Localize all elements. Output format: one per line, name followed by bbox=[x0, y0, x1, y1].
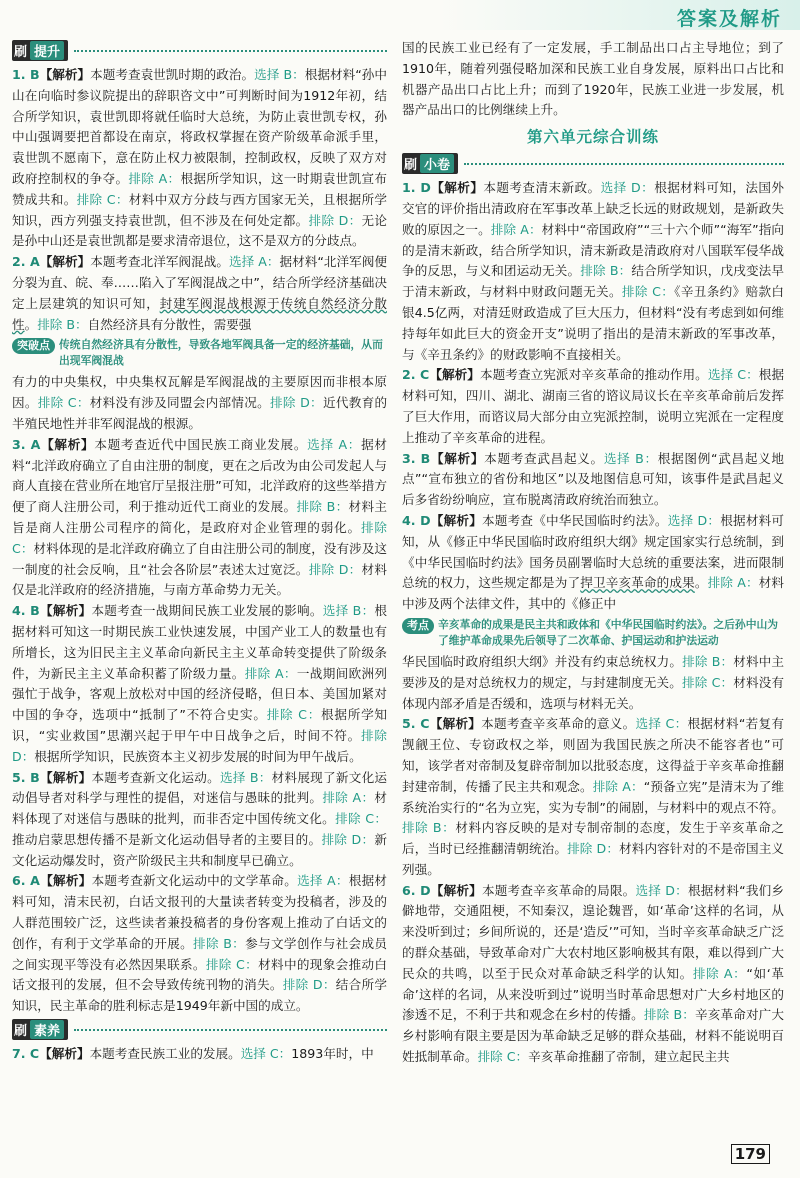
answer-1: 1. B【解析】本题考查袁世凯时期的政治。选择 B：根据材料“孙中山在向临时参议院提出的辞职咨文中”可判断时间为1912年初，结合所学知识，袁世凯即将就任临时大总统，为防止袁世凯专权，孙中山强调要把首都设在南京，将政权掌握在资产阶级革命派手里，袁世凯不愿南下，意在防止权力被限制，控制政权，反映了双方对政府控制权的争夺。排除 A：根据所学知识，这一时期袁世凯宣布赞成共和。排除 C：材料中双方分歧与西方国家无关，且根据所学知识，西方列强支持袁世凯，但不涉及在何处定都。排除 D：无论是孙中山还是袁世凯都是要求清帝退位，这不是双方的分歧点。 bbox=[12, 67, 388, 249]
answer-5: 5. B【解析】本题考查新文化运动。选择 B：材料展现了新文化运动倡导者对科学与理性的提倡，对迷信与愚昧的批判。排除 A：材料体现了对迷信与愚昧的批判，而非否定中国传统文化。排除 C：推动启蒙思想传播不是新文化运动倡导者的主要目的。排除 D：新文化运动爆发时，资产阶级民主共和制度早已确立。 bbox=[12, 769, 388, 868]
unit-answer-1: 1. D【解析】本题考查清末新政。选择 D：根据材料可知，法国外交官的评价指出清政府在军事改革上缺乏长远的财政规划，是新政失败的原因之一。排除 A：材料中“帝国政府”“三十六个师”“海军”指向的是清末新政，结合所学知识，清末新政是清政府对八国联军侵华战争的反思，与义和团运动无关。排除 B：结合所学知识，戊戌变法早于清末新政，与材料中财政问题无关。排除 C：《辛丑条约》赔款白银4.5亿两，对清廷财政造成了巨大压力，但材料“没有考虑到如何维持每年如此巨大的资金开支”说明了指出的是清末新政的军事改革，与《辛丑条约》的财政影响不直接相关。 bbox=[402, 180, 785, 362]
breakthrough-note bbox=[12, 337, 387, 369]
unit-answer-3: 3. B【解析】本题考查武昌起义。选择 B：根据图例“武昌起义地点”“宣布独立的省份和地区”以及地图信息可知，该事件是武昌起义后多省纷纷响应，宣布脱离清政府统治而独立。 bbox=[402, 450, 785, 508]
unit-answer-6: 6. D【解析】本题考查辛亥革命的局限。选择 D：根据材料“我们乡僻地带，交通阻梗，不知秦汉，遑论魏晋，如‘革命’这样的名词，从来没听到过；乡间所说的，还是‘造反’”可知，当时辛亥革命缺乏广泛的群众基础，导致革命对广大农村地区影响极其有限，难以得到广大民众的共鸣，以至于民众对革命缺乏科学的认知。排除 A：“如‘革命’这样的名词，从来没听到过”说明当时革命思想对广大乡村地区的渗透不足，不利于共和观念在乡村的传播。排除 B：辛亥革命对广大乡村影响有限主要是因为革命缺乏足够的群众基础，材料不能说明百姓抵制革命。排除 C：辛亥革命推翻了帝制，建立起民主共 bbox=[402, 882, 785, 1065]
shua-icon: 刷 bbox=[14, 1020, 27, 1039]
dotted-divider bbox=[74, 50, 387, 52]
dotted-divider bbox=[74, 1029, 387, 1031]
breakthrough-badge: 突破点 bbox=[12, 338, 55, 354]
answer-6: 6. A【解析】本题考查新文化运动中的文学革命。选择 A：根据材料可知，清末民初，白话文报刊的大量读者转变为投稿者，涉及的人群范围较广泛，这些读者兼投稿者的身份客观上推动了白话文的创作，有利于文学革命的开展。排除 B：参与文学创作与社会成员之间实现平等没有必然因果联系。排除 C：材料中的现象会推动白话文报刊的发展，但不会导致传统刊物的消失。排除 D：结合所学知识，民主革命的胜利标志是1949年新中国的成立。 bbox=[12, 873, 388, 1014]
key-point-badge: 考点 bbox=[402, 618, 434, 634]
answer-4: 4. B【解析】本题考查一战期间民族工业发展的影响。选择 B：根据材料可知这一时期民族工业快速发展，中国产业工人的数量也有所增长，这为旧民主主义革命向新民主主义革命转变提供了阶级条件，为新民主主义革命积蓄了阶级力量。排除 A：一战期间欧洲列强忙于战争，客观上放松对中国的经济侵略，但日本、美国加紧对中国的争夺，选项中“抵制了”不符合史实。排除 C：根据所学知识，“实业救国”思潮兴起于甲午中日战争之后，时间不符。排除 D：根据所学知识，民族资本主义初步发展的时间为甲午战后。 bbox=[12, 603, 388, 764]
section-label: 小卷 bbox=[420, 154, 454, 173]
breakthrough-text: 传统自然经济具有分散性，导致各地军阀具备一定的经济基础，从而出现军阀混战 bbox=[59, 338, 383, 368]
section-label: 提升 bbox=[30, 41, 64, 60]
unit-answer-2: 2. C【解析】本题考查立宪派对辛亥革命的推动作用。选择 C：根据材料可知，四川、湖北、湖南三省的谘议局议长在辛亥革命前后发挥了巨大作用，而谘议局大部分由立宪派控制，说明立宪派在一定程度上推动了辛亥革命的进程。 bbox=[402, 367, 785, 445]
unit-answer-4-continued: 华民国临时政府组织大纲》并没有约束总统权力。排除 B：材料中主要涉及的是对总统权力的规定，与封建制度无关。排除 C：材料没有体现内部矛盾是否缓和，选项与材料无关。 bbox=[402, 653, 785, 711]
unit-title: 第六单元综合训练 bbox=[526, 128, 659, 147]
shua-icon: 刷 bbox=[404, 154, 417, 173]
right-column bbox=[402, 38, 784, 1068]
answer-7: 7. C【解析】本题考查民族工业的发展。选择 C：1893年时，中 bbox=[12, 1046, 374, 1062]
answer-2: 2. A【解析】本题考查北洋军阀混战。选择 A：据材料“北洋军阀便分裂为直、皖、奉……陷入了军阀混战之中”，结合所学经济基础决定上层建筑的知识可知，封建军阀混战根源于传统自然经济分散性。排除 B：自然经济具有分散性，需要强 bbox=[12, 254, 388, 332]
section-header-suyang bbox=[12, 1019, 387, 1040]
page-number: 179 bbox=[731, 1144, 770, 1164]
left-column bbox=[12, 38, 387, 1065]
key-point-text: 辛亥革命的成果是民主共和政体和《中华民国临时约法》。之后孙中山为了维护革命成果先后领导了二次革命、护国运动和护法运动 bbox=[438, 617, 779, 647]
unit-answer-5: 5. C【解析】本题考查辛亥革命的意义。选择 C：根据材料“若复有觊觎王位、专窃政权之举，则固为我国民族之所决不能容者也”可知，该学者对帝制及复辟帝制加以批驳态度，这得益于辛亥革命推翻封建帝制，传播了民主共和观念。排除 A：“预备立宪”是清末为了维系统治实行的“名为立宪，实为专制”的闹剧，与材料中的观点不符。排除 B：材料内容反映的是对专制帝制的态度，发生于辛亥革命之后，当时已经推翻清朝统治。排除 D：材料内容针对的不是帝国主义列强。 bbox=[402, 716, 785, 877]
shua-icon: 刷 bbox=[14, 41, 27, 60]
dotted-divider bbox=[464, 163, 784, 165]
key-point-note bbox=[402, 617, 784, 649]
section-label: 素养 bbox=[30, 1020, 64, 1039]
answer-7-continued: 国的民族工业已经有了一定发展，手工制品出口占主导地位；到了1910年，随着列强侵略加深和民族工业自身发展，原料出口占比和机器产品出口占比上升；而到了1920年，民族工业进一步发展，机器产品出口的比例继续上升。 bbox=[402, 40, 784, 118]
section-header-xiaojuan bbox=[402, 153, 784, 174]
header-title: 答案及解析 bbox=[676, 8, 782, 30]
section-header-tisheng bbox=[12, 40, 387, 61]
answer-2-continued: 有力的中央集权，中央集权瓦解是军阀混战的主要原因而非根本原因。排除 C：材料没有涉及同盟会内部情况。排除 D：近代教育的半殖民地性并非军阀混战的根源。 bbox=[12, 374, 388, 431]
answer-3: 3. A【解析】本题考查近代中国民族工商业发展。选择 A：据材料“北洋政府确立了自由注册的制度，更在之后改为由公司发起人与商人直接在营业所在地官厅呈报注册”可知，北洋政府的这些举措方便了商人注册公司，利于推动近代工商业的发展。排除 B：材料主旨是商人注册公司程序的简化，是政府对企业管理的弱化。排除 C：材料体现的是北洋政府确立了自由注册公司的制度，没有涉及这一制度的社会反响，且“社会各阶层”表述太过宽泛。排除 D：材料仅是北洋政府的经济措施，与南方革命势力无关。 bbox=[12, 436, 388, 598]
unit-answer-4: 4. D【解析】本题考查《中华民国临时约法》。选择 D：根据材料可知，从《修正中华民国临时政府组织大纲》规定国家实行总统制，到《中华民国临时约法》国务员副署临时大总统的重要法案，进而限制总统的权力，这些规定都是为了捍卫辛亥革命的成果。排除 A：材料中涉及两个法律文件，其中的《修正中 bbox=[402, 512, 785, 612]
